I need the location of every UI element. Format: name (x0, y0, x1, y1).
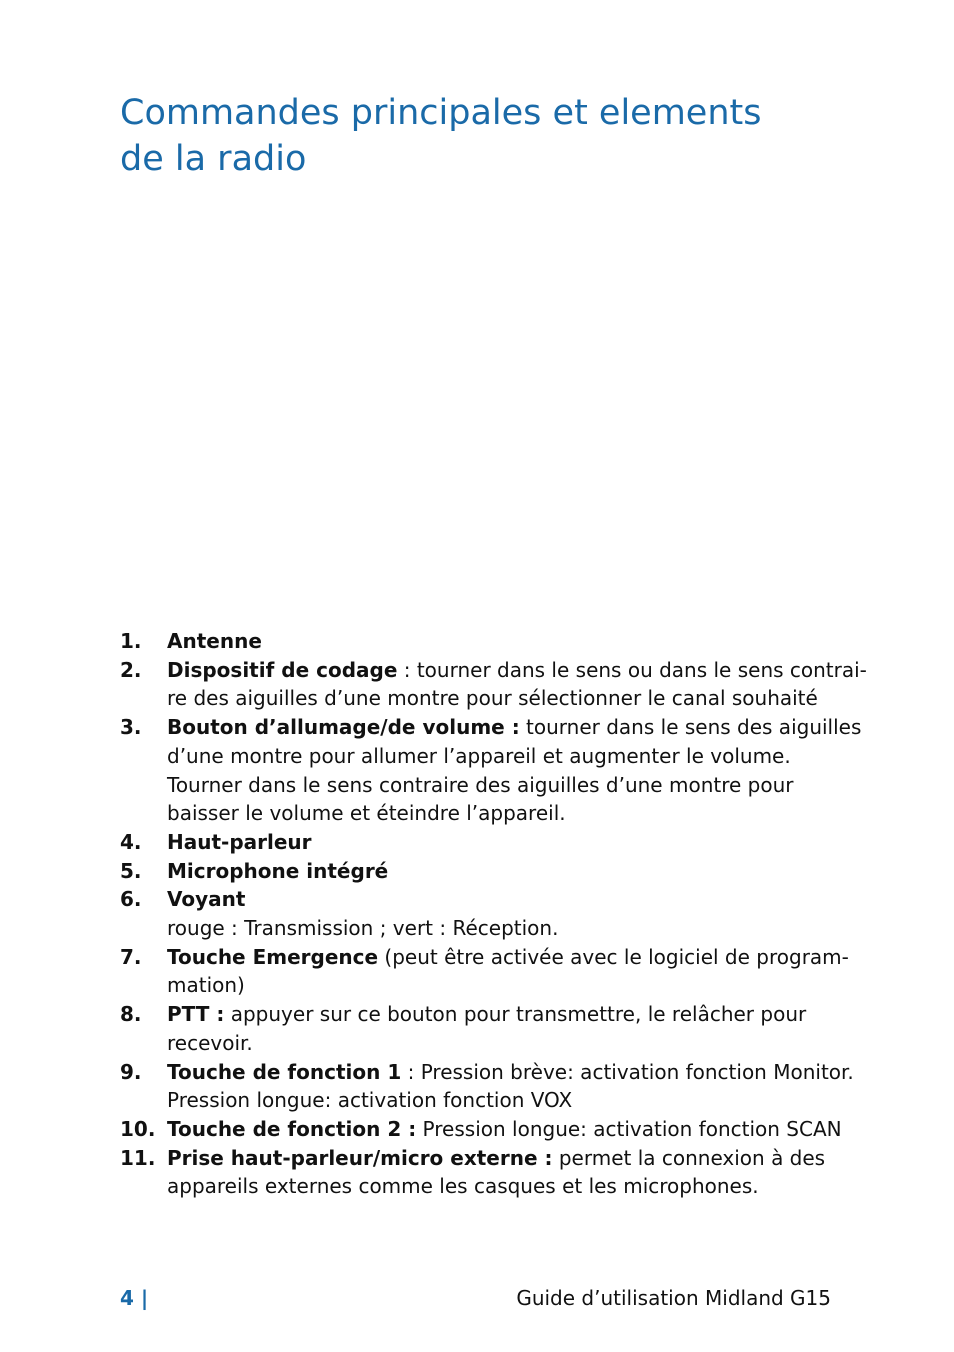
list-item-11 (120, 1144, 840, 1201)
item-line (167, 1058, 854, 1087)
list-item-2 (120, 656, 867, 713)
item-line (167, 656, 867, 685)
item-term: PTT : (167, 1002, 225, 1027)
item-number: 9. (120, 1059, 142, 1084)
item-line: baisser le volume et éteindre l’appareil. (167, 801, 566, 826)
item-text: : tourner dans le sens ou dans le sens contrai- (397, 657, 867, 682)
item-text: permet la connexion à des (552, 1145, 826, 1170)
item-line (167, 1000, 840, 1029)
page-title-line-1: Commandes principales et elements (120, 93, 762, 133)
item-term: Bouton d’allumage/de volume : (167, 715, 520, 740)
item-line: re des aiguilles d’une montre pour sélectionner le canal souhaité (167, 686, 818, 711)
item-number: 6. (120, 887, 142, 912)
item-line: Tourner dans le sens contraire des aiguilles d’une montre pour (167, 772, 794, 797)
list-item-3 (120, 713, 862, 828)
item-line (167, 828, 840, 857)
item-term: Touche Emergence (167, 944, 379, 969)
item-text: tourner dans le sens des aiguilles (519, 715, 862, 740)
list-item-1 (120, 627, 840, 656)
page-title (120, 90, 820, 182)
item-term: Dispositif de codage (167, 657, 398, 682)
item-line (167, 943, 849, 972)
list-item-9 (120, 1058, 854, 1115)
item-line (167, 713, 862, 742)
item-number: 2. (120, 657, 142, 682)
list-item-7 (120, 943, 849, 1000)
item-line (167, 1115, 840, 1144)
item-text: (peut être activée avec le logiciel de program- (378, 944, 849, 969)
item-number: 4. (120, 829, 142, 854)
item-term: Touche de fonction 1 (167, 1059, 402, 1084)
list-item-5 (120, 857, 840, 886)
item-number: 8. (120, 1002, 142, 1027)
page-number: 4 | (120, 1286, 149, 1310)
list-item-8 (120, 1000, 840, 1057)
controls-list (120, 627, 867, 1201)
item-line (167, 857, 840, 886)
item-term: Microphone intégré (167, 858, 389, 883)
item-term: Touche de fonction 2 : (167, 1116, 417, 1141)
item-term: Haut-parleur (167, 829, 312, 854)
item-line: appareils externes comme les casques et les microphones. (167, 1174, 759, 1199)
item-number: 1. (120, 629, 142, 653)
item-number: 5. (120, 858, 142, 883)
list-item-10 (120, 1115, 840, 1144)
footer-title: Guide d’utilisation Midland G15 (516, 1286, 831, 1310)
item-line (167, 627, 840, 656)
item-line (167, 1144, 840, 1173)
item-line: d’une montre pour allumer l’appareil et augmenter le volume. (167, 743, 791, 768)
item-line: Pression longue: activation fonction VOX (167, 1088, 573, 1113)
item-text: : Pression brève: activation fonction Monitor. (401, 1059, 854, 1084)
list-item-4 (120, 828, 840, 857)
item-text: appuyer sur ce bouton pour transmettre, le relâcher pour (224, 1002, 807, 1027)
item-term: Antenne (167, 629, 262, 653)
item-number: 10. (120, 1116, 156, 1141)
item-line: rouge : Transmission ; vert : Réception. (167, 916, 559, 941)
page-title-line-2: de la radio (120, 139, 307, 179)
item-line: mation) (167, 973, 245, 998)
item-number: 3. (120, 715, 142, 740)
item-text: Pression longue: activation fonction SCAN (416, 1116, 842, 1141)
item-line: recevoir. (167, 1030, 253, 1055)
list-item-6 (120, 885, 840, 942)
item-term: Prise haut-parleur/micro externe : (167, 1145, 553, 1170)
item-number: 7. (120, 944, 142, 969)
item-line (167, 885, 840, 914)
item-number: 11. (120, 1145, 156, 1170)
item-term: Voyant (167, 887, 246, 912)
